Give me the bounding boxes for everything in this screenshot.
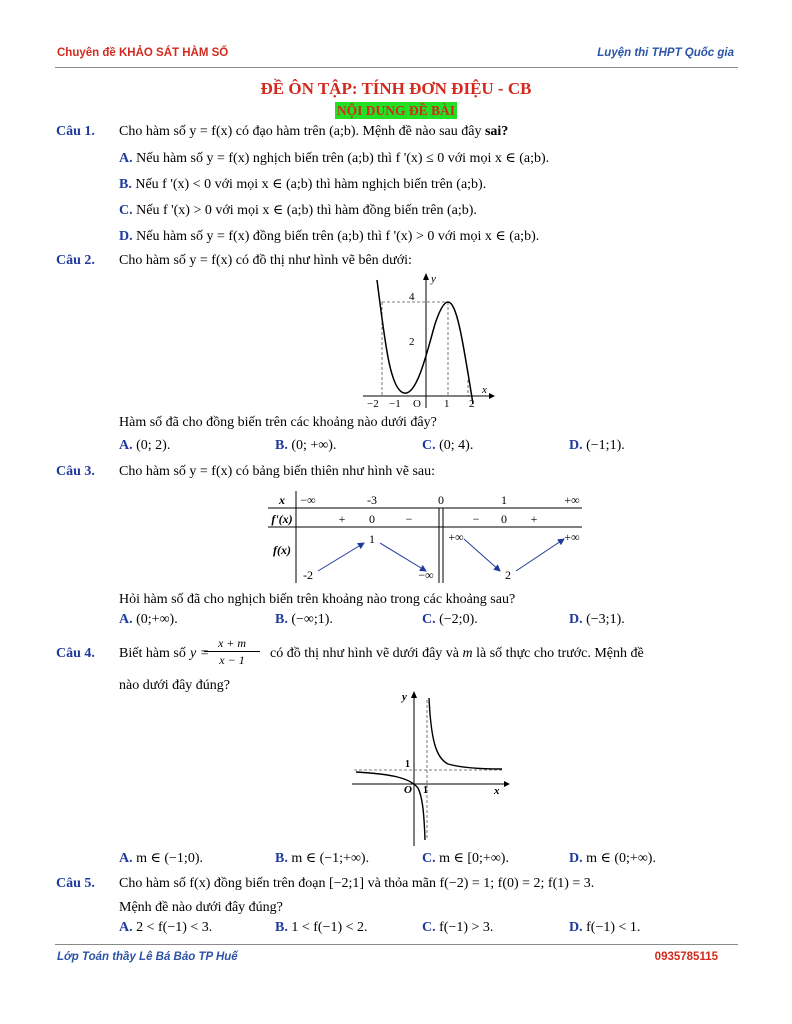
q3-option-d-text: (−3;1).: [582, 612, 625, 627]
q5-option-c[interactable]: [422, 920, 493, 936]
q3-x-2: 0: [438, 493, 444, 507]
q3-row-f: f(x): [273, 543, 291, 557]
q2-axis-x-label: x: [482, 384, 487, 396]
q2-graph: [355, 272, 495, 408]
q3-option-c-text: (−2;0).: [435, 612, 478, 627]
q4-stem-m: m: [462, 646, 473, 661]
q3-sign-1: 0: [369, 512, 375, 526]
q3-x-3: 1: [501, 493, 507, 507]
footer-left: Lớp Toán thầy Lê Bá Bảo TP Huế: [57, 951, 238, 963]
q1-option-a-text: Nếu hàm số y = f(x) nghịch biến trên (a;b) thì f '(x) ≤ 0 với mọi x ∈ (a;b).: [132, 151, 550, 166]
footer-rule: [55, 944, 738, 945]
q1-stem-text: Cho hàm số y = f(x) có đạo hàm trên (a;b). Mệnh đề nào sau đây: [119, 124, 485, 139]
q1-option-c-letter: C.: [119, 203, 133, 218]
q1-stem-bold: sai?: [484, 124, 509, 139]
q3-option-b[interactable]: [275, 612, 333, 628]
q4-stem-part-b: [270, 646, 644, 662]
q2-xtick-m2: −2: [367, 398, 379, 408]
q4-curve-left: [356, 772, 425, 840]
q3-f-2: −∞: [418, 568, 434, 582]
q3-stem: Cho hàm số y = f(x) có bảng biến thiên như hình vẽ sau:: [119, 464, 436, 479]
q1-option-d-letter: D.: [119, 229, 133, 244]
q2-axis-y-label: y: [431, 273, 436, 285]
q4-option-a[interactable]: [119, 850, 203, 867]
q4-option-c[interactable]: [422, 850, 509, 867]
q1-option-b-text: Nếu f '(x) < 0 với mọi x ∈ (a;b) thì hàm nghịch biến trên (a;b).: [131, 177, 487, 192]
q1-stem: [119, 124, 508, 140]
q5-option-c-text: f(−1) > 3.: [435, 920, 494, 935]
header-left: Chuyên đề KHẢO SÁT HÀM SỐ: [57, 47, 229, 59]
q4-number: Câu 4.: [56, 646, 95, 661]
q2-number: Câu 2.: [56, 253, 95, 268]
q2-option-b-letter: B.: [275, 438, 288, 453]
q2-option-d-letter: D.: [569, 438, 583, 453]
q5-option-c-letter: C.: [422, 920, 436, 935]
q3-arrow-up-1: [318, 543, 364, 571]
q3-row-x: x: [279, 493, 285, 507]
q3-option-b-text: (−∞;1).: [287, 612, 333, 627]
q2-xtick-m1: −1: [389, 398, 401, 408]
q3-sign-0: +: [338, 512, 346, 526]
q4-graph: [352, 690, 512, 846]
q3-x-4: +∞: [564, 493, 580, 507]
q4-x-arrow: [504, 781, 510, 787]
q1-option-c[interactable]: [119, 202, 477, 219]
q2-option-c-letter: C.: [422, 438, 436, 453]
q3-arrow-down-1: [380, 543, 426, 571]
q5-option-a-letter: A.: [119, 920, 133, 935]
q1-option-a-letter: A.: [119, 151, 133, 166]
header-right: Luyện thi THPT Quốc gia: [597, 47, 734, 59]
q2-origin: O: [413, 398, 421, 408]
q3-option-c-letter: C.: [422, 612, 436, 627]
q4-option-d-text: m ∈ (0;+∞).: [582, 851, 656, 866]
q3-option-b-letter: B.: [275, 612, 288, 627]
q3-x-0: −∞: [300, 493, 316, 507]
q1-option-b-letter: B.: [119, 177, 132, 192]
q4-xtick-1: 1: [423, 785, 428, 796]
q3-option-a-letter: A.: [119, 612, 133, 627]
q2-stem: Cho hàm số y = f(x) có đồ thị như hình vẽ bên dưới:: [119, 253, 412, 268]
q5-option-d-letter: D.: [569, 920, 583, 935]
q4-option-b[interactable]: [275, 850, 369, 867]
q2-option-b-text: (0; +∞).: [287, 438, 337, 453]
q3-number: Câu 3.: [56, 464, 95, 479]
q5-stem-line2: Mệnh đề nào dưới đây đúng?: [119, 900, 283, 915]
q3-question: Hỏi hàm số đã cho nghịch biến trên khoảng nào trong các khoảng sau?: [119, 592, 516, 607]
q3-option-a[interactable]: [119, 612, 178, 628]
q5-option-b-letter: B.: [275, 920, 288, 935]
header-rule: [55, 67, 738, 68]
footer-phone: 0935785115: [654, 951, 718, 963]
q2-option-d-text: (−1;1).: [582, 438, 625, 453]
q4-curve-right: [429, 698, 502, 769]
q4-stem-part-a: Biết hàm số: [119, 646, 186, 661]
q3-x-1: -3: [367, 493, 377, 507]
q4-option-c-text: m ∈ [0;+∞).: [435, 851, 509, 866]
q1-option-b[interactable]: [119, 176, 486, 193]
q1-option-d-text: Nếu hàm số y = f(x) đồng biến trên (a;b) thì f '(x) > 0 với mọi x ∈ (a;b).: [132, 229, 540, 244]
q2-y-arrow: [423, 273, 429, 280]
page-subtitle: NỘI DUNG ĐỀ BÀI: [336, 103, 456, 118]
q4-stem-b-text: có đồ thị như hình vẽ dưới đây và: [270, 646, 459, 661]
q4-fraction-num: x + m: [204, 636, 260, 652]
q3-sign-2: −: [405, 512, 413, 526]
q2-option-a[interactable]: [119, 438, 170, 454]
q4-axis-x-label: x: [494, 785, 500, 797]
q3-arrow-up-2: [516, 539, 564, 571]
q3-f-5: +∞: [564, 530, 580, 544]
q4-option-d[interactable]: [569, 850, 656, 867]
q5-option-b[interactable]: [275, 920, 368, 936]
q2-option-c-text: (0; 4).: [435, 438, 474, 453]
q3-option-d[interactable]: [569, 612, 625, 628]
q3-option-a-text: (0;+∞).: [132, 612, 178, 627]
q4-option-b-letter: B.: [275, 851, 288, 866]
q4-origin: O: [404, 784, 412, 796]
q2-option-a-text: (0; 2).: [132, 438, 171, 453]
q3-row-fp: f'(x): [271, 512, 293, 526]
subtitle-wrap: [0, 102, 792, 120]
q4-y-arrow: [411, 691, 417, 698]
q3-option-c[interactable]: [422, 612, 478, 628]
q3-f-4: 2: [505, 568, 511, 582]
q2-ytick-2: 2: [409, 336, 415, 348]
q2-option-a-letter: A.: [119, 438, 133, 453]
q5-option-a[interactable]: [119, 920, 212, 936]
q4-option-d-letter: D.: [569, 851, 583, 866]
q3-sign-3: −: [472, 512, 480, 526]
q2-ytick-4: 4: [409, 291, 415, 303]
q4-axis-y-label: y: [402, 691, 407, 703]
q4-option-a-text: m ∈ (−1;0).: [132, 851, 203, 866]
q2-xtick-1: 1: [444, 398, 450, 408]
q5-option-d-text: f(−1) < 1.: [582, 920, 641, 935]
q5-stem: Cho hàm số f(x) đồng biến trên đoạn [−2;1] và thỏa mãn f(−2) = 1; f(0) = 2; f(1) = 3.: [119, 876, 595, 891]
q4-stem-c-text: là số thực cho trước. Mệnh đề: [476, 646, 644, 661]
q3-f-1: 1: [369, 532, 375, 546]
q3-sign-5: +: [530, 512, 538, 526]
q3-sign-4: 0: [501, 512, 507, 526]
q4-option-b-text: m ∈ (−1;+∞).: [287, 851, 370, 866]
q4-option-c-letter: C.: [422, 851, 436, 866]
q2-xtick-2: 2: [469, 398, 475, 408]
q4-y-eq: y =: [190, 646, 210, 661]
q3-arrow-down-2: [464, 539, 500, 571]
q2-option-b[interactable]: [275, 438, 336, 454]
q2-x-arrow: [489, 393, 495, 399]
q1-option-c-text: Nếu f '(x) > 0 với mọi x ∈ (a;b) thì hàm đồng biến trên (a;b).: [132, 203, 477, 218]
q3-variation-table: [268, 491, 584, 583]
q2-curve: [377, 280, 473, 404]
page-title: ĐỀ ÔN TẬP: TÍNH ĐƠN ĐIỆU - CB: [260, 79, 532, 98]
q5-option-b-text: 1 < f(−1) < 2.: [287, 920, 368, 935]
q5-option-a-text: 2 < f(−1) < 3.: [132, 920, 213, 935]
q4-fraction: [204, 636, 260, 668]
q4-fraction-den: x − 1: [219, 653, 245, 667]
q5-option-d[interactable]: [569, 920, 640, 936]
q3-f-3: +∞: [448, 530, 464, 544]
q3-f-0: -2: [303, 568, 313, 582]
q1-number: Câu 1.: [56, 124, 95, 139]
q2-option-c[interactable]: [422, 438, 473, 454]
q2-question: Hàm số đã cho đồng biến trên các khoảng nào dưới đây?: [119, 415, 437, 430]
q1-option-a[interactable]: [119, 150, 549, 167]
q5-number: Câu 5.: [56, 876, 95, 891]
q1-option-d[interactable]: [119, 228, 539, 245]
q4-stem-line2: nào dưới đây đúng?: [119, 678, 231, 693]
q3-option-d-letter: D.: [569, 612, 583, 627]
q2-option-d[interactable]: [569, 438, 625, 454]
q4-ytick-1: 1: [405, 759, 410, 770]
q4-option-a-letter: A.: [119, 851, 133, 866]
